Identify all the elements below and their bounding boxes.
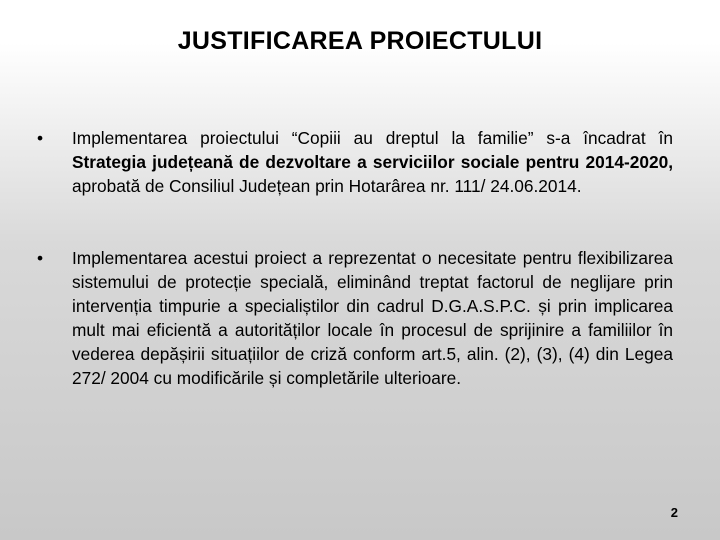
slide-title: JUSTIFICAREA PROIECTULUI xyxy=(177,27,543,55)
page-number: 2 xyxy=(670,505,678,520)
bullet-list xyxy=(30,126,673,390)
bullet-text-intro: Implementarea proiectului “Copiii au dreptul la familie” s-a încadrat în xyxy=(72,128,673,148)
bullet-marker: • xyxy=(36,128,44,148)
bullet-text-necessity: Implementarea acestui proiect a reprezentat o necesitate pentru flexibilizarea sistemului de protecție specială, eliminând treptat factorul de neglijare prin intervenția timpurie a specialiștilor din cadrul D.G.A.S.P.C. și prin implicarea mult mai eficientă a autorităților locale în procesul de sprijinire a familiilor în vederea depășirii situațiilor de criză conform art.5, alin. (2), (3), (4) din Legea 272/ 2004 cu modificările și completările ulterioare. xyxy=(72,248,673,388)
bullet-item-project-framework xyxy=(30,126,673,198)
bullet-item-project-necessity xyxy=(30,246,673,390)
bullet-marker: • xyxy=(36,248,44,268)
bullet-text-approval: aprobată de Consiliul Județean prin Hotarârea nr. 111/ 24.06.2014. xyxy=(72,176,582,196)
strategy-name-bold: Strategia județeană de dezvoltare a serviciilor sociale pentru 2014-2020, xyxy=(72,152,673,172)
